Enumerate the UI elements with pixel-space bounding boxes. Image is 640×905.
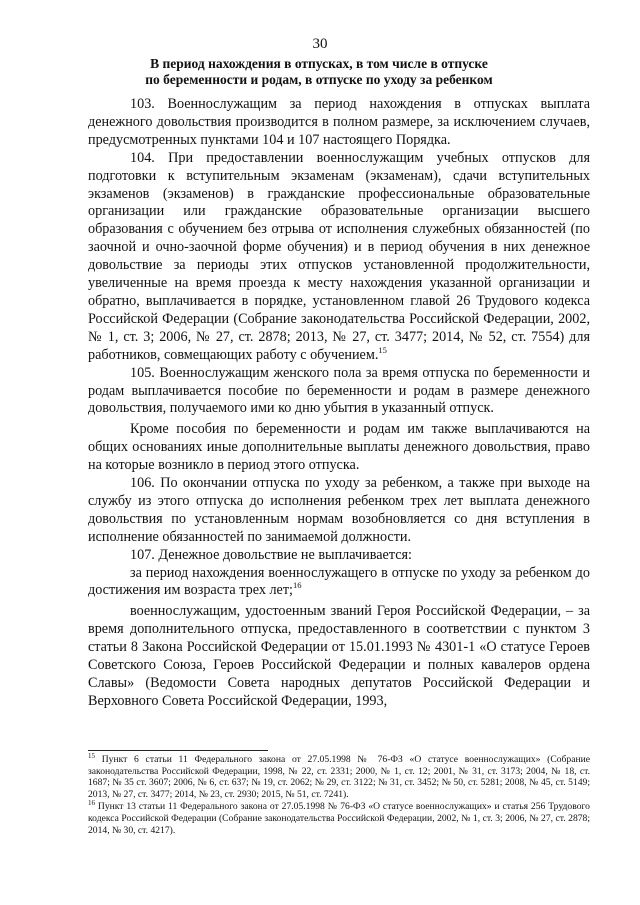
footnote-16-text: Пункт 13 статьи 11 Федерального закона от 27.05.1998 № 76-ФЗ «О статусе военнослужащих» и статья 256 Трудового кодекса Российской Федерации (Собрание законодательства Российской Федерации, 2002, № 1, ст. 3; 2006, № 27, ст. 2878; 2014, № 30, ст. 4217).: [88, 801, 590, 836]
paragraph-107: 107. Денежное довольствие не выплачивается:: [130, 546, 412, 563]
footnote-ref-15[interactable]: 15: [378, 344, 387, 355]
section-heading-line-2: по беременности и родам, в отпуске по уходу за ребенком: [145, 72, 493, 87]
paragraph-107-item-1: [88, 565, 590, 601]
footnote-16-mark: 16: [88, 799, 95, 808]
footnote-15-mark: 15: [88, 752, 95, 760]
footnote-15: [88, 754, 590, 800]
footnote-16: [88, 801, 590, 836]
paragraph-107-item-1-text: за период нахождения военнослужащего в отпуске по уходу за ребенком до достижения им возраста трех лет;: [88, 564, 590, 599]
footnote-ref-16[interactable]: 16: [293, 580, 302, 591]
page-number: 30: [312, 36, 328, 52]
document-body: [88, 96, 590, 711]
paragraph-105-continued: Кроме пособия по беременности и родам им также выплачиваются на общих основаниях иные дополнительные выплаты денежного довольствия, право на которые возникло в период этого отпуска.: [88, 421, 590, 474]
section-heading: [88, 56, 550, 88]
paragraph-103: 103. Военнослужащим за период нахождения в отпусках выплата денежного довольствия производится в полном размере, за исключением случаев, предусмотренных пунктами 104 и 107 настоящего Порядка.: [88, 96, 590, 148]
paragraph-106: 106. По окончании отпуска по уходу за ребенком, а также при выходе на службу из этого отпуска до исполнения ребенком трех лет выплата денежного довольствия по установленным нормам возобновляется со дня вступления в исполнение обязанностей по занимаемой должности.: [88, 475, 590, 545]
section-heading-line-1: В период нахождения в отпусках, в том числе в отпуске: [150, 56, 488, 71]
footnote-15-text: Пункт 6 статьи 11 Федерального закона от 27.05.1998 № 76-ФЗ «О статусе военнослужащих» (Собрание законодательства Российской Федерации, 1998, № 22, ст. 2331; 2000, № 1, ст. 12; 2001, № 31, ст. 3173; 2004, № 18, ст. 1687; № 35 ст. 3607; 2006, № 6, ст. 637; № 19, ст. 2062; № 29, ст. 3122; № 31, ст. 3452; № 50, ст. 5281; 2008, № 45, ст. 5149; 2013, № 27, ст. 3477; 2014, № 23, ст. 2930; 2015, № 51, ст. 7241).: [88, 754, 590, 800]
footnote-divider: [88, 750, 268, 751]
paragraph-107-item-2: военнослужащим, удостоенным званий Героя Российской Федерации, – за время дополнительного отпуска, предоставленного в соответствии с пунктом 3 статьи 8 Закона Российской Федерации от 15.01.1993 № 4301-1 «О статусе Героев Советского Союза, Героев Российской Федерации и полных кавалеров ордена Славы» (Ведомости Совета народных депутатов Российской Федерации и Верховного Совета Российской Федерации, 1993,: [88, 603, 590, 709]
paragraph-104-text: 104. При предоставлении военнослужащим учебных отпусков для подготовки к вступительным экзаменам (экзаменам), сдачи вступительных экзаменов (экзаменов) в гражданские профессиональные образовательные организации или гражданские образовательные организации высшего образования с обучением без отрыва от исполнения служебных обязанностей (по заочной и очно-заочной форме обучения) и в период обучения в них денежное довольствие за периоды этих отпусков установленной продолжительности, увеличенные на время проезда к месту нахождения указанной организации и обратно, выплачивается в порядке, установленном главой 26 Трудового кодекса Российской Федерации (Собрание законодательства Российской Федерации, 2002, № 1, ст. 3; 2006, № 27, ст. 2878; 2013, № 27, ст. 3477; 2014, № 52, ст. 7554) для работников, совмещающих работу с обучением.: [88, 149, 590, 363]
paragraph-105: 105. Военнослужащим женского пола за время отпуска по беременности и родам выплачивается пособие по беременности и родам в размере денежного довольствия, получаемого ими ко дню убытия в указанный отпуск.: [88, 364, 590, 417]
paragraph-104: [88, 150, 590, 365]
footnotes: [88, 754, 590, 837]
